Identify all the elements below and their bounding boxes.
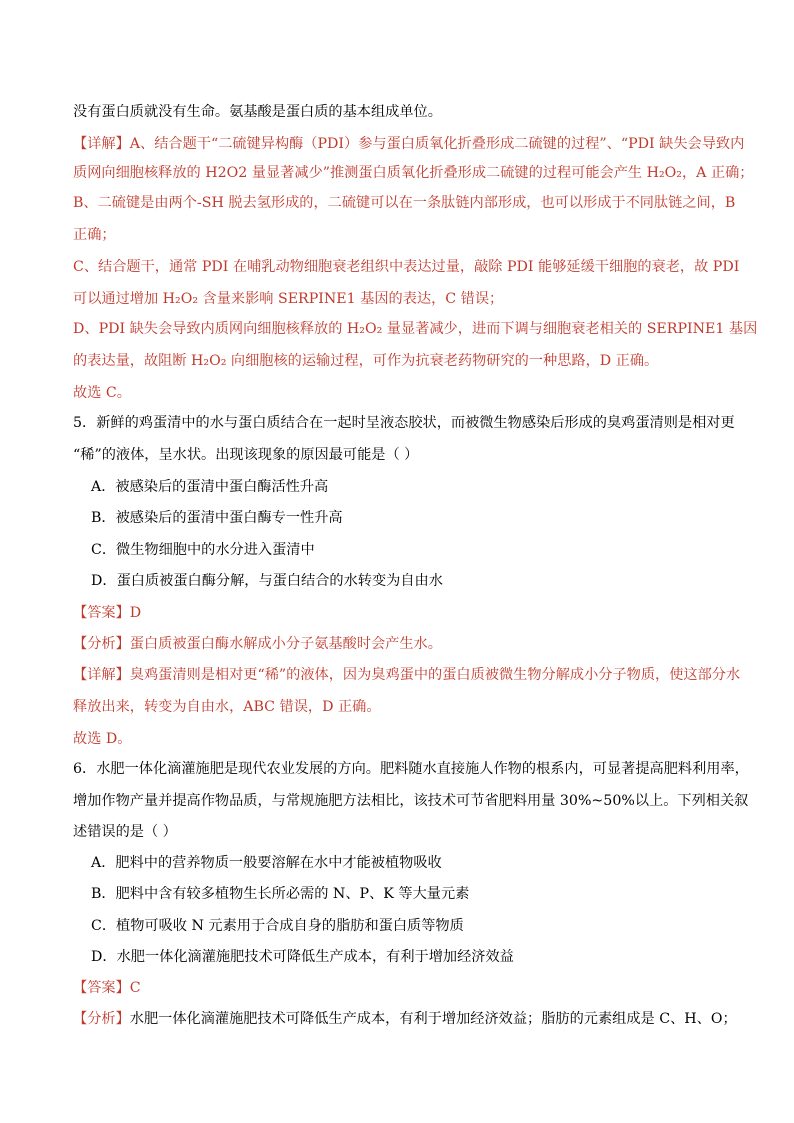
section-tag: 【分析】 [73, 636, 130, 652]
text-line [73, 791, 754, 811]
section-tag: 【答案】 [73, 605, 130, 621]
text-line [73, 193, 754, 213]
line-text: 增加作物产量并提高作物品质，与常规施肥方法相比，该技术可节省肥料用量 30%~50%以上。下列相关叙 [73, 793, 749, 809]
text-line [73, 665, 754, 685]
text-line [91, 477, 754, 497]
line-text: C．植物可吸收 N 元素用于合成自身的脂肪和蛋白质等物质 [91, 918, 464, 934]
section-tag: 【分析】 [73, 1011, 130, 1027]
text-line [73, 383, 754, 403]
text-line [91, 947, 754, 967]
text-line [91, 916, 754, 936]
line-text: B．肥料中含有较多植物生长所必需的 N、P、K 等大量元素 [91, 886, 470, 902]
line-text: A、结合题干“二硫键异构酶（PDI）参与蛋白质氧化折叠形成二硫键的过程”、“PDI 缺失会导致内 [129, 136, 745, 152]
text-line [73, 163, 754, 183]
line-text: 述错误的是（ ） [73, 824, 177, 840]
line-text: 正确； [73, 227, 116, 243]
line-text: 5．新鲜的鸡蛋清中的水与蛋白质结合在一起时呈液态胶状，而被微生物感染后形成的臭鸡蛋清则是相对更 [73, 415, 735, 431]
text-line [73, 978, 754, 998]
text-line [91, 884, 754, 904]
line-text: 6．水肥一体化滴灌施肥是现代农业发展的方向。肥料随水直接施人作物的根系内，可显著提高肥料利用率， [73, 761, 749, 777]
line-text: 故选 C。 [73, 385, 131, 401]
text-line [73, 102, 754, 122]
line-text: D [129, 605, 142, 621]
line-text: 的表达量，故阻断 H₂O₂ 向细胞核的运输过程，可作为抗衰老药物研究的一种思路，D 正确。 [73, 353, 659, 369]
text-line [73, 289, 754, 309]
line-text: 释放出来，转变为自由水，ABC 错误，D 正确。 [73, 699, 381, 715]
line-text: 蛋白质被蛋白酶水解成小分子氨基酸时会产生水。 [129, 636, 442, 652]
line-text: B、二硫键是由两个-SH 脱去氢形成的，二硫键可以在一条肽链内部形成，也可以形成于不同肽链之间，B [73, 195, 736, 211]
text-line [73, 759, 754, 779]
line-text: C．微生物细胞中的水分进入蛋清中 [91, 542, 315, 558]
line-text: 故选 D。 [73, 731, 132, 747]
text-line [91, 508, 754, 528]
text-line [73, 822, 754, 842]
line-text: A．被感染后的蛋清中蛋白酶活性升高 [91, 479, 329, 495]
text-line [73, 351, 754, 371]
text-line [73, 729, 754, 749]
text-line [73, 445, 754, 465]
section-tag: 【答案】 [73, 980, 130, 996]
text-line [73, 413, 754, 433]
text-line [91, 853, 754, 873]
line-text: D．蛋白质被蛋白酶分解，与蛋白结合的水转变为自由水 [91, 573, 443, 589]
text-line [73, 697, 754, 717]
text-line [91, 571, 754, 591]
text-line [73, 1009, 754, 1029]
line-text: 水肥一体化滴灌施肥技术可降低生产成本，有利于增加经济效益；脂肪的元素组成是 C、H、O； [129, 1011, 737, 1027]
section-tag: 【详解】 [73, 136, 130, 152]
section-tag: 【详解】 [73, 667, 130, 683]
line-text: 没有蛋白质就没有生命。氨基酸是蛋白质的基本组成单位。 [73, 104, 442, 120]
line-text: 质网向细胞核释放的 H2O2 量显著减少”推测蛋白质氧化折叠形成二硫键的过程可能会产生 H₂O₂，A 正确； [73, 165, 754, 181]
line-text: C、结合题干，通常 PDI 在哺乳动物细胞衰老组织中表达过量，敲除 PDI 能够延缓干细胞的衰老，故 PDI [73, 259, 740, 275]
line-text: D．水肥一体化滴灌施肥技术可降低生产成本，有利于增加经济效益 [91, 949, 514, 965]
line-text: 可以通过增加 H₂O₂ 含量来影响 SERPINE1 基因的表达，C 错误； [73, 291, 504, 307]
line-text: A．肥料中的营养物质一般要溶解在水中才能被植物吸收 [91, 855, 442, 871]
text-line [73, 634, 754, 654]
text-line [73, 257, 754, 277]
text-line [73, 603, 754, 623]
line-text: C [129, 980, 141, 996]
line-text: 臭鸡蛋清则是相对更“稀”的液体，因为臭鸡蛋中的蛋白质被微生物分解成小分子物质，使这部分水 [129, 667, 741, 683]
line-text: D、PDI 缺失会导致内质网向细胞核释放的 H₂O₂ 量显著减少，进而下调与细胞衰老相关的 SERPINE1 基因 [73, 321, 758, 337]
text-line [73, 319, 758, 339]
line-text: “稀”的液体，呈水状。出现该现象的原因最可能是（ ） [73, 447, 419, 463]
text-line [73, 225, 754, 245]
text-line [91, 540, 754, 560]
line-text: B．被感染后的蛋清中蛋白酶专一性升高 [91, 510, 343, 526]
text-line [73, 134, 754, 154]
